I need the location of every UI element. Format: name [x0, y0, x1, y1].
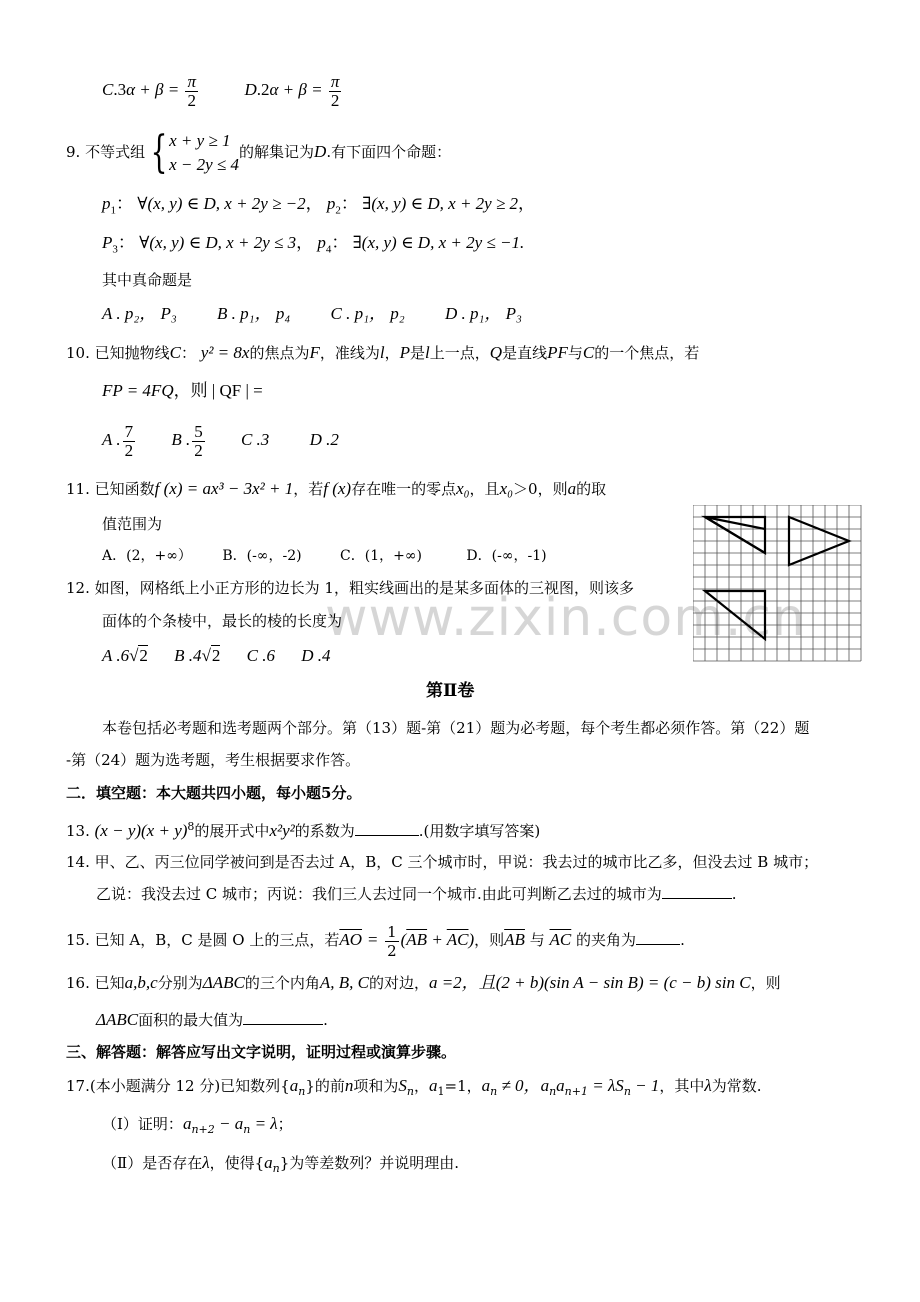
- q14-line1: 14. 甲、乙、丙三位同学被问到是否去过 A，B，C 三个城市时，甲说：我去过的城市比乙多，但没去过 B 城市；: [66, 853, 819, 871]
- section-2-heading: 二．填空题：本大题共四小题，每小题5分。: [66, 784, 362, 802]
- q13-blank[interactable]: [355, 835, 419, 836]
- q10-option-c: C .3: [240, 430, 270, 449]
- q12-option-d: D .4: [301, 646, 331, 665]
- q15: 15. 已知 A，B，C 是圆 O 上的三点，若$\overline{AO}$ = $\frac{1}{2}$ $(\overline{AB} + \overline{AC})$，则$\overline{AB}$ 与 $\overline{AC}$ 的夹角为 .: [66, 922, 685, 960]
- part2-intro-line1: 本卷包括必考题和选考题两个部分。第（13）题-第（21）题为必考题，每个考生都必须作答。第（22）题: [102, 719, 810, 737]
- part2-intro-line2: -第（24）题为选考题，考生根据要求作答。: [66, 751, 361, 769]
- q17-part2: （Ⅱ）是否存在λ，使得$\{a_n\}$为等差数列？并说明理由.: [102, 1153, 460, 1175]
- watermark: www.zixin.com.cn: [325, 588, 806, 648]
- q9-option-a: A . p₂， P₃: [102, 304, 177, 323]
- part2-title: 第Ⅱ卷: [426, 681, 475, 701]
- q11-options: [102, 546, 547, 566]
- q11-option-b: B．(-∞，-2): [222, 548, 302, 564]
- q8-option-c: C.3α + β = $\frac{\pi}{2}$: [102, 71, 196, 110]
- section-3-heading: 三、解答题：解答应写出文字说明，证明过程或演算步骤。: [66, 1043, 457, 1061]
- q11-option-d: D．(-∞，-1): [466, 548, 547, 564]
- q10-options: [102, 420, 339, 460]
- q16-line2: ΔABC面积的最大值为 .: [96, 1010, 328, 1029]
- q16-blank[interactable]: [243, 1024, 323, 1025]
- q17-stem: 17.(本小题满分 12 分)已知数列$\{a_n\}$的前n项和为$S_n$，$a_1=1$，$a_n \ne 0$，$a_na_{n+1} = \lambda S_n - 1$，其中λ为常数.: [66, 1076, 762, 1098]
- q9-options: [102, 304, 522, 324]
- q14-blank[interactable]: [662, 898, 732, 899]
- q16-line1: 16. 已知a,b,c分别为ΔABC的三个内角A, B, C的对边，a =2，且(2 + b)(sin A − sin B) = (c − b) sin C，则: [66, 973, 781, 992]
- q9-props-1: $p_1$： ∀(x, y) ∈ D, x + 2y ≥ −2， $p_2$： ∃(x, y) ∈ D, x + 2y ≥ 2，: [102, 194, 536, 217]
- q12-options: [102, 646, 331, 666]
- q14-line2: 乙说：我没去过 C 城市；丙说：我们三人去过同一个城市.由此可判断乙去过的城市为 .: [96, 885, 737, 903]
- q8-option-d: D.2α + β = $\frac{\pi}{2}$: [244, 71, 340, 110]
- q17-part1: （Ⅰ）证明：$a_{n+2} - a_n = \lambda$；: [102, 1114, 293, 1136]
- q8-options: [102, 68, 343, 112]
- q9-props-2: $P_3$： ∀(x, y) ∈ D, x + 2y ≤ 3， $p_4$： ∃(x, y) ∈ D, x + 2y ≤ −1.: [102, 233, 525, 256]
- q13: 13. $(x - y)(x + y)^8$的展开式中x²y²的系数为 .(用数字填写答案): [66, 820, 541, 840]
- q12-line1: 12. 如图，网格纸上小正方形的边长为 1，粗实线画出的是某多面体的三视图，则该多: [66, 579, 634, 597]
- q10-option-a: A . $\frac{7}{2}$: [102, 421, 134, 460]
- q11-option-a: A．(2，+∞）: [102, 548, 192, 564]
- q12-line2: 面体的个条棱中，最长的棱的长度为: [102, 612, 343, 630]
- top-view-shape: [705, 591, 765, 639]
- three-view-figure: [693, 505, 863, 663]
- q12-option-b: B .4√2: [174, 646, 221, 665]
- q10-vector-eq: FP = 4FQ，则 | QF | =: [102, 381, 263, 400]
- q11-line2: 值范围为: [102, 515, 163, 533]
- q9-option-b: B . p₁， p₄: [217, 304, 291, 323]
- q15-blank[interactable]: [636, 944, 680, 945]
- q9-which: 其中真命题是: [102, 271, 193, 289]
- q12-option-a: A .6√2: [102, 646, 148, 665]
- q10-option-b: B . $\frac{5}{2}$: [171, 421, 203, 460]
- q12-option-c: C .6: [246, 646, 275, 665]
- q11-option-c: C．(1，+∞): [340, 548, 422, 564]
- q9-stem: 9. 不等式组 { x + y ≥ 1 x − 2y ≤ 4 的解集记为D.有下面四个命题：: [66, 127, 452, 178]
- q9-option-c: C . p₁， p₂: [330, 304, 405, 323]
- q11-stem: 11. 已知函数f (x) = ax³ − 3x² + 1，若f (x)存在唯一的零点x₀，且x₀＞0，则a的取: [66, 479, 607, 498]
- q9-option-d: D . p₁， P₃: [444, 304, 522, 323]
- q10-stem: 10. 已知抛物线C： y² = 8x的焦点为F，准线为l，P是l上一点，Q是直线PF与C的一个焦点，若: [66, 343, 700, 362]
- q10-option-d: D .2: [309, 430, 339, 449]
